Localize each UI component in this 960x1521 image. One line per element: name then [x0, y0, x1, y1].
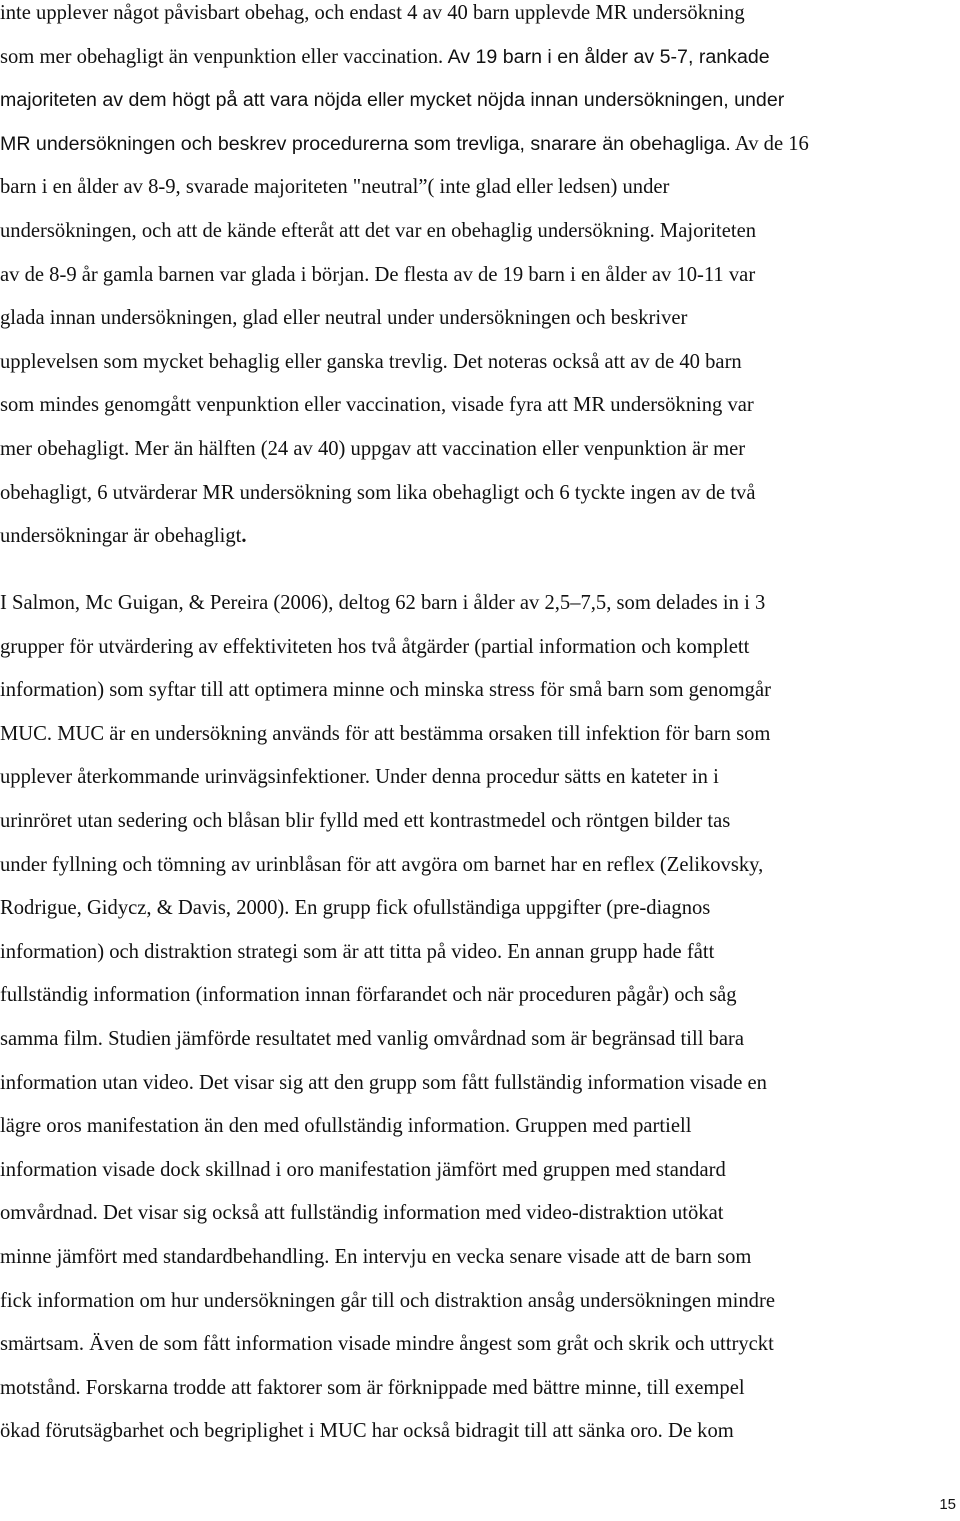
page-number: 15 [939, 1496, 956, 1513]
text-segment: undersökningar är obehagligt [0, 525, 242, 548]
text-line: minne jämfört med standardbehandling. En intervju en vecka senare visade att de barn som [0, 1246, 752, 1268]
text-line: I Salmon, Mc Guigan, & Pereira (2006), deltog 62 barn i ålder av 2,5–7,5, som delades in i 3 [0, 592, 766, 614]
text-segment: inte upplever något påvisbart obehag, och endast 4 av 40 barn upplevde MR undersökning [0, 2, 745, 24]
text-segment: mer obehagligt. [0, 438, 130, 460]
text-line [0, 349, 742, 375]
text-segment: Det noteras också att av de 40 barn [447, 350, 742, 373]
text-line [0, 0, 745, 26]
text-line: information) och distraktion strategi som är att titta på video. En annan grupp hade fått [0, 940, 715, 963]
text-line: omvårdnad. Det visar sig också att fullständig information med video-distraktion utökat [0, 1202, 724, 1225]
text-segment: . [241, 525, 247, 548]
text-segment: av de 8-9 år gamla barnen var glada i början. [0, 263, 370, 286]
text-segment: barn i en ålder av 8-9, svarade majoriteten "neutral”( inte glad eller ledsen) under [0, 176, 670, 199]
text-line [0, 436, 745, 462]
text-segment: Mer än hälften (24 av 40) uppgav att vaccination eller venpunktion är mer [129, 438, 746, 460]
text-line [0, 523, 247, 549]
text-line: information) som syftar till att optimera minne och minska stress för små barn som genomgår [0, 679, 771, 702]
text-line: motstånd. Forskarna trodde att faktorer som är förknippade med bättre minne, till exempel [0, 1376, 745, 1399]
text-segment: som mindes genomgått venpunktion eller vaccination, visade fyra att MR undersökning var [0, 394, 754, 417]
text-line: ökad förutsägbarhet och begriplighet i MUC har också bidragit till att sänka oro. De kom [0, 1420, 734, 1443]
text-segment: obehagligt, 6 utvärderar MR undersökning som lika obehagligt och 6 tyckte ingen av de två [0, 481, 756, 504]
text-segment: Av de 16 [730, 132, 809, 155]
text-line [0, 480, 756, 506]
text-line: samma film. Studien jämförde resultatet med vanlig omvårdnad som är begränsad till bara [0, 1028, 745, 1050]
text-segment: Majoriteten [654, 220, 757, 242]
text-line: MUC. MUC är en undersökning används för att bestämma orsaken till infektion för barn som [0, 722, 771, 745]
text-line: urinröret utan sedering och blåsan blir fylld med ett kontrastmedel och röntgen bilder tas [0, 810, 731, 832]
text-line [0, 218, 756, 244]
text-segment: Av 19 barn i en ålder av 5-7, rankade [443, 45, 770, 68]
text-segment: De flesta av de 19 barn i en ålder av 10-11 var [369, 263, 756, 286]
text-segment: glada innan undersökningen, glad eller neutral under undersökningen och beskriver [0, 307, 688, 330]
text-line [0, 305, 687, 331]
text-line [0, 262, 755, 288]
text-line: information utan video. Det visar sig att den grupp som fått fullständig information visade en [0, 1071, 767, 1094]
text-segment: majoriteten av dem högt på att vara nöjda eller mycket nöjda innan undersökningen, under [0, 89, 785, 112]
text-line [0, 87, 784, 113]
text-line: fick information om hur undersökningen går till och distraktion ansåg undersökningen mindre [0, 1289, 775, 1312]
text-segment: upplevelsen som mycket behaglig eller ganska trevlig. [0, 350, 448, 373]
text-line: lägre oros manifestation än den med ofullständig information. Gruppen med partiell [0, 1115, 692, 1138]
text-line: upplever återkommande urinvägsinfektioner. Under denna procedur sätts en kateter in i [0, 766, 719, 789]
text-line: fullständig information (information innan förfarandet och när proceduren pågår) och såg [0, 984, 737, 1007]
text-line [0, 44, 770, 70]
text-line: smärtsam. Även de som fått information visade mindre ångest som gråt och skrik och uttryckt [0, 1333, 774, 1356]
text-line: under fyllning och tömning av urinblåsan för att avgöra om barnet har en reflex (Zelikovsky, [0, 853, 764, 876]
text-line: Rodrigue, Gidycz, & Davis, 2000). En grupp fick ofullständiga uppgifter (pre-diagnos [0, 897, 711, 920]
text-line [0, 392, 754, 418]
text-line: information visade dock skillnad i oro manifestation jämfört med gruppen med standard [0, 1158, 726, 1181]
text-line [0, 174, 669, 200]
text-segment: undersökningen, och att de kände efteråt att det var en obehaglig undersökning. [0, 220, 655, 242]
text-segment: som mer obehagligt än venpunktion eller vaccination. [0, 45, 444, 68]
text-line: grupper för utvärdering av effektiviteten hos två åtgärder (partial information och komplett [0, 635, 750, 658]
text-line [0, 131, 809, 157]
text-segment: MR undersökningen och beskrev procedurerna som trevliga, snarare än obehagliga. [0, 132, 731, 155]
